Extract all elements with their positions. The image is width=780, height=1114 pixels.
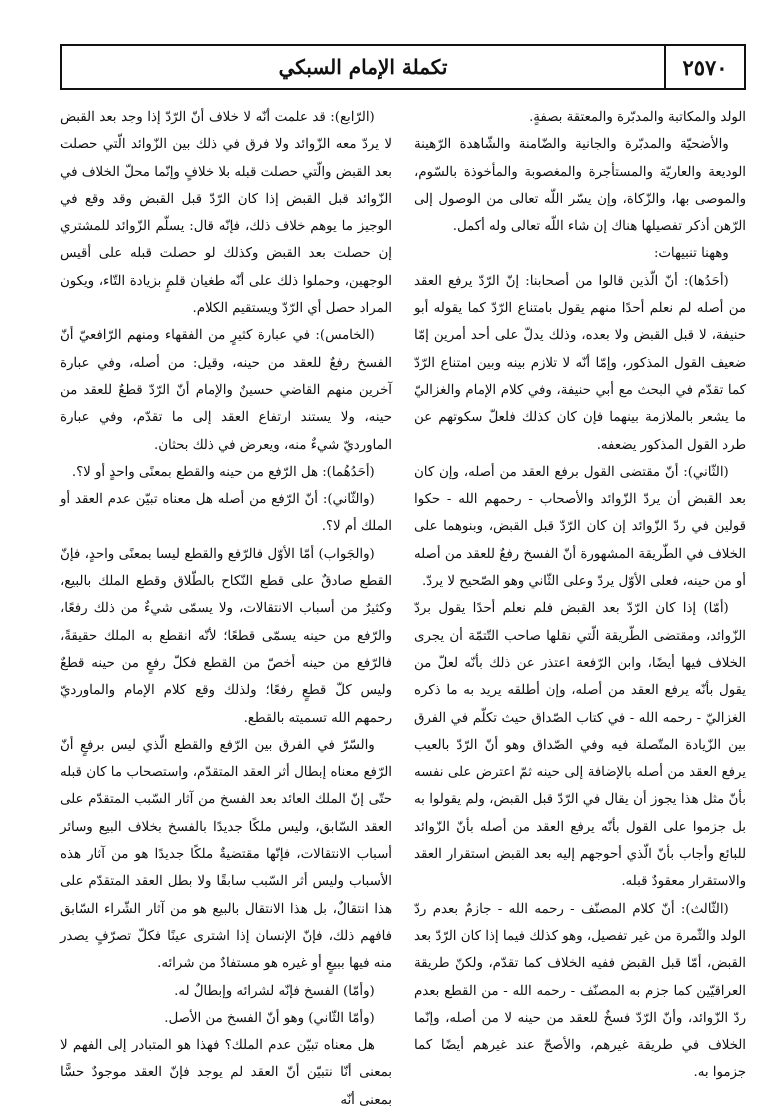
- paragraph: والسّرّ في الفرق بين الرّفع والقطع الّذي ليس برفعٍ أنّ الرّفع معناه إبطال أثر العقد المتقدّم، واستصحاب ما كان قبله حتّى إنّ الملك العائد بعد الفسخ من آثار السّبب المتقدّم على العقد السّابق، وليس ملكًا جديدًا بالفسخ بخلاف البيع وسائر أسباب الانتقالات، فإنّها مقتضيةٌ ملكًا جديدًا هو من آثار هذه الأسباب وليس أثر السّبب سابقًا ولا بطل العقد المتقدّم على هذا انتقالٌ، بل هذا الانتقال بالبيع هو من آثار الشّراء السّابق فافهم ذلك، فإنّ الإنسان إذا اشترى عينًا فكلّ تصرّفٍ يصدر منه فيها ببيعٍ أو غيره هو مستفادٌ من شرائه.: [60, 737, 392, 972]
- paragraph: (والجَواب) أمّا الأوّل فالرّفع والقطع ليسا بمعنًى واحدٍ، فإنّ القطع صادقٌ على قطع النّكاح بالطّلاق وقطع الملك بالبيع، وكثيرٌ من أسباب الانتقالات، ولا يسمّى شيءٌ من ذلك رفعًا، والرّفع من حينه يسمّى قطعًا؛ لأنّه انقطع به الملك حقيقةً، فالرّفع من حينه أخصّ من القطع فكلّ رفعٍ من حينه قطعٌ وليس كلّ قطعٍ رفعًا؛ ولذلك وقع كلام الإمام والماورديّ رحمهم الله تسميته بالقطع.: [60, 546, 392, 726]
- running-title: تكملة الإمام السبكي: [278, 55, 448, 79]
- paragraph: (الرّابع): قد علمت أنّه لا خلاف أنّ الرّدّ إذا وجد بعد القبض لا يردّ معه الزّوائد ولا فرق في ذلك بين الزّوائد الّتي حصلت بعد القبض والّتي حصلت قبله بلا خلافٍ وإنّما محلّ الخلاف في الزّوائد قبل القبض إذا كان الرّدّ قبل القبض وقد وقع في الوجيز ما يوهم خلاف ذلك، فإنّه قال: يسلّم الزّوائد للمشتري إن حصلت بعد القبض وكذلك لو حصلت قبله على أقيس الوجهين، وحملوا ذلك على أنّه طغيان قلمٍ بزيادة التّاء، ويكون المراد حصل أي الرّدّ ويستقيم الكلام.: [60, 110, 392, 317]
- paragraph: (الخامس): في عبارة كثيرٍ من الفقهاء ومنهم الرّافعيّ أنّ الفسخ رفعٌ للعقد من حينه، وقيل: من أصله، وفي عبارة آخرين منهم القاضي حسينٌ والإمام أنّ الرّدّ قطعٌ للعقد من حينه، ولا يستند ارتفاع العقد إلى ما تقدّم، وفي عبارة الماورديّ شيءٌ منه، ويعرض في ذلك بحثان.: [60, 328, 392, 453]
- paragraph: والأضحيّة والمدبّرة والجانية والضّامنة والشّاهدة الرّهينة الوديعة والعاريّة والمستأجرة والمغصوبة والمأخوذة بالسّوم، والموصى بها، والزّكاة، وإن يسّر اللّه تعالى من الوصول إلى الرّهن أذكر تفصيلها هناك إن شاء اللّه تعالى وله أكمل.: [414, 137, 746, 235]
- paragraph: (والثّاني): أنّ الرّفع من أصله هل معناه تبيّن عدم العقد أو الملك أم لا؟.: [60, 492, 392, 535]
- page-header: [60, 44, 746, 90]
- paragraph: (أحَدُهُما): هل الرّفع من حينه والقطع بمعنًى واحدٍ أو لا؟.: [71, 464, 375, 480]
- paragraph: (الثّاني): أنّ مقتضى القول برفع العقد من أصله، وإن كان بعد القبض أن يردّ الزّوائد والأصحاب - رحمهم الله - حكوا قولين في ردّ الزّوائد إن كان الرّدّ قبل القبض، وبنوهما على الخلاف في الطّريقة المشهورة أنّ الفسخ رفعٌ للعقد من أصله أو من حينه، فعلى الأوّل يردّ وعلى الثّاني وهو الصّحيح لا يردّ.: [414, 464, 746, 590]
- paragraph: (أحَدُها): أنّ الّذين قالوا من أصحابنا: إنّ الرّدّ يرفع العقد من أصله لم نعلم أحدًا منهم يقول بامتناع الرّدّ كما يقوله أبو حنيفة، لا قبل القبض ولا بعده، وذلك يدلّ على أحد أمرين إمّا ضعيف القول المذكور، وإمّا أنّه لا تلازم بينه وبين امتناع الرّدّ كما تقدّم في البحث مع أبي حنيفة، وفي كلام الإمام والغزاليّ ما يشعر بالملازمة بينهما فإن كان كذلك فلعلّ سكوتهم عن طرد القول المذكور يضعفه.: [414, 273, 746, 453]
- text-columns: [60, 104, 746, 1108]
- page-number: ٢٥٧٠: [664, 46, 744, 88]
- paragraph: (الثّالث): أنّ كلام المصنّف - رحمه الله - جازمٌ بعدم ردّ الولد والثّمرة من غير تفصيل، وهو كذلك فيما إذا كان الرّدّ بعد القبض، أمّا قبل القبض ففيه الخلاف كما تقدّم، ولكنّ طريقة العراقيّين كما جزم به المصنّف - رحمه الله - من القطع بعدم ردّ الزّوائد، وأنّ الرّدّ فسخٌ للعقد من حينه لا من أصله، وإنّما الخلاف في طريقة غيرهم، والأصحّ عند غيرهم أيضًا كما جزموا به.: [414, 901, 746, 1081]
- paragraph: الولد والمكاتبة والمدبّرة والمعتقة بصفةٍ.: [529, 110, 746, 125]
- right-column: [414, 104, 746, 1094]
- paragraph: (وأمّا) الفسخ فإنّه لشرائه وإبطالٌ له.: [174, 983, 375, 999]
- paragraph: هل معناه تبيّن عدم الملك؟ فهذا هو المتبادر إلى الفهم لا بمعنى أنّا نتبيّن أنّ العقد لم يوجد فإنّ العقد موجودٌ حسًّا بمعنى أنّه: [60, 1038, 392, 1108]
- paragraph: (أمّا) إذا كان الرّدّ بعد القبض فلم نعلم أحدًا يقول بردّ الزّوائد، ومقتضى الطّريقة الّتي نقلها صاحب التّتمّة أن يجرى الخلاف فيها أيضًا، وابن الرّفعة اعتذر عن ذلك بأنّه لعلّ من يقول بأنّه يرفع العقد من أصله، وإن أطلقه يريد به ما ذكره الغزاليّ - رحمه الله - في كتاب الصّداق حيث تكلّم في الفرق بين الزّيادة المتّصلة فيه وفي الصّداق وهو أنّ الرّدّ بالعيب يرفع العقد من أصله بالإضافة إلى حينه ثمّ اعترض على نفسه بأنّ مثل هذا يجوز أن يقال في الرّدّ قبل القبض، ولم يقولوا به بل جزموا على القول بأنّه يرفع العقد من أصله بأنّ الزّوائد للبائع وأجاب بأنّ الّذي أحوجهم إليه بعد القبض استقرار العقد والاستقرار معقودٌ قبله.: [414, 601, 746, 890]
- paragraph: (وأمّا الثّاني) وهو أنّ الفسخ من الأصل.: [164, 1010, 375, 1026]
- paragraph: وههنا تنبيهات:: [653, 246, 729, 262]
- left-column: [60, 104, 392, 1108]
